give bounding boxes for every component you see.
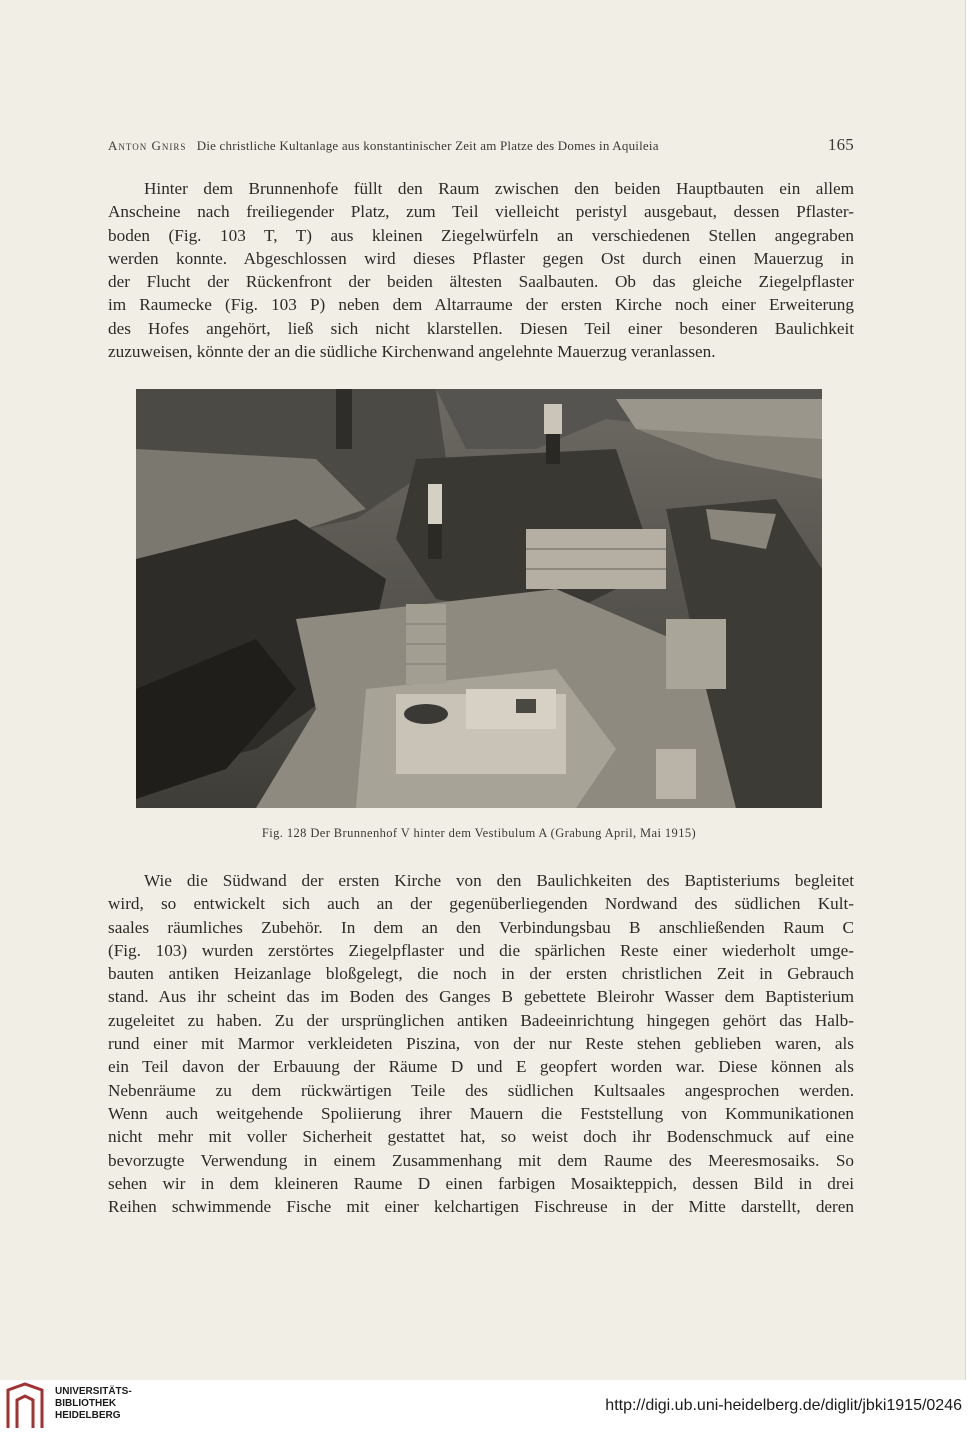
text-line: bevorzugte Verwendung in einem Zusammenhang mit dem Raume des Meeresmosaiks. So xyxy=(108,1150,854,1170)
paragraph-2 xyxy=(108,869,854,1218)
text-line: im Raumecke (Fig. 103 P) neben dem Altarraume der ersten Kirche noch einer Erweiterung xyxy=(108,295,854,315)
paragraph-1 xyxy=(108,177,854,363)
text-line: rund einer mit Marmor verkleideten Piszina, von der nur Reste stehen geblieben waren, als xyxy=(108,1034,854,1054)
library-logo-icon[interactable] xyxy=(5,1382,45,1430)
text-line: Reihen schwimmende Fische mit einer kelchartigen Fischreuse in der Mitte darstellt, deren xyxy=(108,1197,854,1217)
text-line: Hinter dem Brunnenhofe füllt den Raum zwischen den beiden Hauptbauten ein allem xyxy=(144,179,854,198)
text-line: zuzuweisen, könnte der an die südliche Kirchenwand angelehnte Mauerzug veranlassen. xyxy=(108,342,716,362)
text-line: wird, so entwickelt sich auch an der gegenüberliegenden Nordwand des südlichen Kult- xyxy=(108,894,854,914)
page-number: 165 xyxy=(827,135,854,154)
text-line: Wenn auch weitgehende Spoliierung ihrer Mauern die Feststellung von Kommunikationen xyxy=(108,1103,854,1123)
text-line: saales räumliches Zubehör. In dem an den Verbindungsbau B anschließenden Raum C xyxy=(108,917,854,937)
excavation-photograph xyxy=(136,389,822,808)
text-line: der Flucht der Rückenfront der beiden ältesten Saalbauten. Ob das gleiche Ziegelpflaster xyxy=(108,272,854,292)
text-line: Nebenräume zu dem rückwärtigen Teile des südlichen Kultsaales angesprochen werden. xyxy=(108,1080,854,1100)
header-author: Anton Gnirs xyxy=(108,138,187,153)
library-line: HEIDELBERG xyxy=(55,1410,121,1421)
library-line: UNIVERSITÄTS- xyxy=(55,1386,132,1397)
text-line: des Hofes angehört, ließ sich nicht klarstellen. Diesen Teil einer besonderen Baulichkeit xyxy=(108,318,854,338)
text-line: Wie die Südwand der ersten Kirche von den Baulichkeiten des Baptisteriums begleitet xyxy=(144,871,854,890)
text-line: bauten antiken Heizanlage bloßgelegt, die noch in der ersten christlichen Zeit in Gebrauch xyxy=(108,964,854,984)
text-line: zugeleitet zu haben. Zu der ursprünglichen antiken Badeeinrichtung hingegen gehört das Halb- xyxy=(108,1010,854,1030)
text-line: stand. Aus ihr scheint das im Boden des Ganges B gebettete Bleirohr Wasser dem Baptisterium xyxy=(108,987,854,1007)
library-name[interactable] xyxy=(55,1386,132,1422)
figure-caption: Fig. 128 Der Brunnenhof V hinter dem Vestibulum A (Grabung April, Mai 1915) xyxy=(261,826,697,840)
text-line: (Fig. 103) wurden zerstörtes Ziegelpflaster und die spärlichen Reste einer wiederholt umge- xyxy=(108,940,854,960)
header-title: Die christliche Kultanlage aus konstantinischer Zeit am Platze des Domes in Aquileia xyxy=(196,138,659,153)
photo-rendering xyxy=(136,389,822,808)
footer-bar xyxy=(0,1381,973,1456)
permalink-url[interactable]: http://digi.ub.uni-heidelberg.de/diglit/jbki1915/0246 xyxy=(605,1397,962,1414)
text-line: sehen wir in dem kleineren Raume D einen farbigen Mosaikteppich, dessen Bild in drei xyxy=(108,1173,854,1193)
text-line: Anscheine nach freiliegender Platz, zum Teil vielleicht peristyl ausgebaut, dessen Pflaster- xyxy=(108,202,854,222)
text-line: nicht mehr mit voller Sicherheit gestattet hat, so weist doch ihr Bodenschmuck auf eine xyxy=(108,1127,854,1147)
text-line: ein Teil davon der Erbauung der Räume D und E geopfert worden war. Diese können als xyxy=(108,1057,854,1077)
text-line: werden konnte. Abgeschlossen wird dieses Pflaster gegen Ost durch einen Mauerzug in xyxy=(108,248,854,268)
running-head xyxy=(108,135,854,154)
text-line: boden (Fig. 103 T, T) aus kleinen Ziegelwürfeln an verschiedenen Stellen angegraben xyxy=(108,225,854,245)
library-line: BIBLIOTHEK xyxy=(55,1398,117,1409)
